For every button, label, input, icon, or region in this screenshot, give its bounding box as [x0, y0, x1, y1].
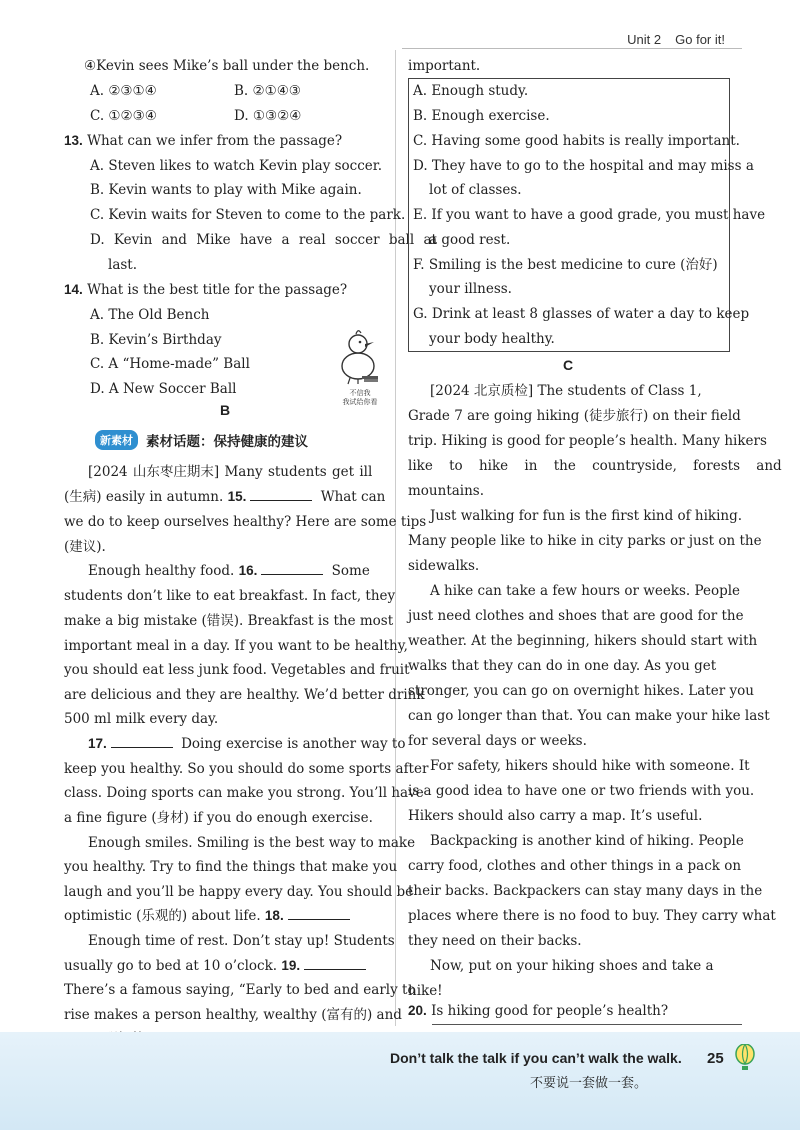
- duck-mascot-icon: [332, 326, 384, 388]
- option-g-cont: your body healthy.: [429, 331, 555, 347]
- passage-c-line: carry food, clothes and other things in a pack on: [408, 858, 742, 874]
- passage-c-line: weather. At the beginning, hikers should start with: [408, 633, 758, 649]
- question-20-number: 20.: [408, 1003, 427, 1018]
- question-13-option-d[interactable]: D. Kevin and Mike have a real soccer ball at: [90, 232, 437, 248]
- passage-b-text: usually go to bed at 10 o’clock.: [64, 958, 278, 974]
- question-13-option-a[interactable]: A. Steven likes to watch Kevin play soccer.: [90, 158, 383, 174]
- passage-b-line: a fine figure (身材) if you do enough exercise.: [64, 810, 373, 826]
- question-12-option-d[interactable]: D. ①③②④: [234, 108, 302, 124]
- passage-c-line: A hike can take a few hours or weeks. People: [430, 583, 741, 599]
- passage-b-text: Doing exercise is another way to: [181, 736, 406, 752]
- passage-c-line: sidewalks.: [408, 558, 480, 574]
- passage-b-line: [88, 735, 405, 753]
- question-14-number: 14.: [64, 282, 83, 297]
- question-14-option-d[interactable]: D. A New Soccer Ball: [90, 381, 237, 397]
- blank-15[interactable]: [250, 488, 312, 501]
- passage-c-line: just need clothes and shoes that are good for the: [408, 608, 744, 624]
- page-number: 25: [707, 1050, 724, 1067]
- passage-c-line: their backs. Backpackers can stay many days in the: [408, 883, 763, 899]
- passage-b-line: make a big mistake (错误). Breakfast is the most: [64, 613, 394, 629]
- passage-c-line: Now, put on your hiking shoes and take a: [430, 958, 714, 974]
- question-14-option-b[interactable]: B. Kevin’s Birthday: [90, 332, 222, 348]
- passage-c-line: Many people like to hike in city parks or just on the: [408, 533, 762, 549]
- passage-b-line: [64, 488, 385, 506]
- unit-title: Go for it!: [675, 32, 725, 47]
- passage-b-line: [88, 562, 370, 580]
- passage-c-line: mountains.: [408, 483, 485, 499]
- option-d-cont: lot of classes.: [429, 182, 522, 198]
- passage-b-line: are delicious and they are healthy. We’d better drink: [64, 687, 425, 703]
- blank-19[interactable]: [304, 957, 366, 970]
- mascot-caption: [336, 389, 384, 407]
- passage-b-text: (生病) easily in autumn.: [64, 489, 224, 505]
- question-13-option-c[interactable]: C. Kevin waits for Steven to come to the park.: [90, 207, 406, 223]
- blank-17[interactable]: [111, 735, 173, 748]
- balloon-icon: [734, 1044, 756, 1072]
- blank-15-number: 15.: [227, 489, 247, 504]
- question-13-number: 13.: [64, 133, 83, 148]
- passage-c-line: Backpacking is another kind of hiking. People: [430, 833, 744, 849]
- unit-label: Unit 2: [627, 32, 662, 47]
- passage-c-line: for several days or weeks.: [408, 733, 587, 749]
- passage-c-line: can go longer than that. You can make your hike last: [408, 708, 770, 724]
- passage-b-line: students don’t like to eat breakfast. In fact, they: [64, 588, 396, 604]
- blank-18-number: 18.: [264, 908, 284, 923]
- blank-16[interactable]: [261, 562, 323, 575]
- question-12-item-4: ④Kevin sees Mike’s ball under the bench.: [84, 58, 370, 74]
- passage-c-line: [2024 北京质检] The students of Class 1,: [430, 383, 702, 399]
- passage-c-line: Grade 7 are going hiking (徒步旅行) on their field: [408, 408, 741, 424]
- section-c-heading: C: [563, 357, 574, 373]
- question-14-option-a[interactable]: A. The Old Bench: [90, 307, 210, 323]
- question-12-option-c[interactable]: C. ①②③④: [90, 108, 157, 124]
- question-20-text: Is hiking good for people’s health?: [431, 1003, 669, 1019]
- passage-c-line: walks that they can do in one day. As you get: [408, 658, 717, 674]
- passage-b-line: rise makes a person healthy, wealthy (富有的) and: [64, 1007, 402, 1023]
- passage-c-line: places where there is no food to buy. They carry what: [408, 908, 776, 924]
- question-13-option-b[interactable]: B. Kevin wants to play with Mike again.: [90, 182, 362, 198]
- passage-b-text: Some: [331, 563, 370, 579]
- passage-b-line: (建议).: [64, 539, 106, 555]
- question-12-option-a[interactable]: A. ②③①④: [90, 83, 157, 99]
- blank-18[interactable]: [288, 907, 350, 920]
- option-e-cont: a good rest.: [429, 232, 511, 248]
- topic-heading: 素材话题：保持健康的建议: [146, 434, 308, 450]
- passage-b-line: Enough time of rest. Don’t stay up! Students: [88, 933, 395, 949]
- page-header: [627, 32, 725, 47]
- question-13-option-d-cont: last.: [108, 257, 138, 273]
- question-12-option-b[interactable]: B. ②①④③: [234, 83, 301, 99]
- mascot-caption-line-2: 我试给你看: [342, 398, 378, 406]
- footer-quote: Don’t talk the talk if you can’t walk the walk.: [390, 1050, 682, 1066]
- option-g[interactable]: G. Drink at least 8 glasses of water a day to keep: [413, 306, 750, 322]
- passage-c-line: they need on their backs.: [408, 933, 582, 949]
- option-a[interactable]: A. Enough study.: [413, 83, 529, 99]
- new-material-badge: 新素材: [95, 430, 138, 450]
- footer-band: [0, 1032, 800, 1130]
- passage-b-continuation: important.: [408, 58, 481, 74]
- passage-b-line: There’s a famous saying, “Early to bed and early to: [64, 982, 416, 998]
- passage-b-line: [64, 957, 370, 975]
- footer-quote-chinese: 不要说一套做一套。: [530, 1076, 648, 1091]
- answer-line-20[interactable]: [432, 1024, 742, 1025]
- passage-c-line: Just walking for fun is the first kind of hiking.: [430, 508, 743, 524]
- question-13-stem: What can we infer from the passage?: [87, 133, 343, 149]
- section-b-heading: B: [220, 402, 231, 418]
- passage-b-text: Enough healthy food.: [88, 563, 235, 579]
- passage-c-line: like to hike in the countryside, forests and: [408, 458, 782, 474]
- option-f[interactable]: F. Smiling is the best medicine to cure (治好): [413, 257, 718, 273]
- blank-19-number: 19.: [281, 958, 301, 973]
- blank-17-number: 17.: [88, 736, 107, 751]
- passage-b-line: laugh and you’ll be happy every day. You should be: [64, 884, 414, 900]
- passage-c-line: stronger, you can go on overnight hikes. Later you: [408, 683, 754, 699]
- question-14: [64, 281, 347, 299]
- passage-b-line: 500 ml milk every day.: [64, 711, 219, 727]
- question-13: [64, 132, 342, 150]
- question-14-stem: What is the best title for the passage?: [87, 282, 348, 298]
- option-c[interactable]: C. Having some good habits is really important.: [413, 133, 740, 149]
- answer-options-box: [408, 78, 766, 352]
- question-14-option-c[interactable]: C. A “Home-made” Ball: [90, 356, 250, 372]
- passage-c-line: hike!: [408, 983, 443, 999]
- header-rule: [402, 48, 742, 49]
- passage-b-line: keep you healthy. So you should do some sports after: [64, 761, 429, 777]
- mascot-caption-line-1: 不信我: [349, 389, 371, 397]
- passage-b-line: we do to keep ourselves healthy? Here are some tips: [64, 514, 427, 530]
- passage-b-line: you healthy. Try to find the things that make you: [64, 859, 398, 875]
- option-f-cont: your illness.: [429, 281, 512, 297]
- option-b[interactable]: B. Enough exercise.: [413, 108, 550, 124]
- passage-b-line: [64, 907, 354, 925]
- passage-b-text: optimistic (乐观的) about life.: [64, 908, 261, 924]
- passage-b-text: What can: [320, 489, 386, 505]
- column-divider: [395, 50, 396, 1026]
- passage-b-line: Enough smiles. Smiling is the best way to make: [88, 835, 416, 851]
- passage-b-line: [2024 山东枣庄期末] Many students get ill: [88, 464, 373, 480]
- passage-b-line: you should eat less junk food. Vegetables and fruit: [64, 662, 410, 678]
- passage-b-line: important meal in a day. If you want to be healthy,: [64, 638, 408, 654]
- passage-c-line: Hikers should also carry a map. It’s useful.: [408, 808, 703, 824]
- option-d[interactable]: D. They have to go to the hospital and may miss a: [413, 158, 754, 174]
- passage-c-line: For safety, hikers should hike with someone. It: [430, 758, 750, 774]
- blank-16-number: 16.: [238, 563, 258, 578]
- passage-c-line: is a good idea to have one or two friends with you.: [408, 783, 755, 799]
- passage-c-line: trip. Hiking is good for people’s health. Many hikers: [408, 433, 767, 449]
- passage-b-line: class. Doing sports can make you strong. You’ll have: [64, 785, 424, 801]
- question-20: [408, 1002, 668, 1020]
- option-e[interactable]: E. If you want to have a good grade, you must have: [413, 207, 766, 223]
